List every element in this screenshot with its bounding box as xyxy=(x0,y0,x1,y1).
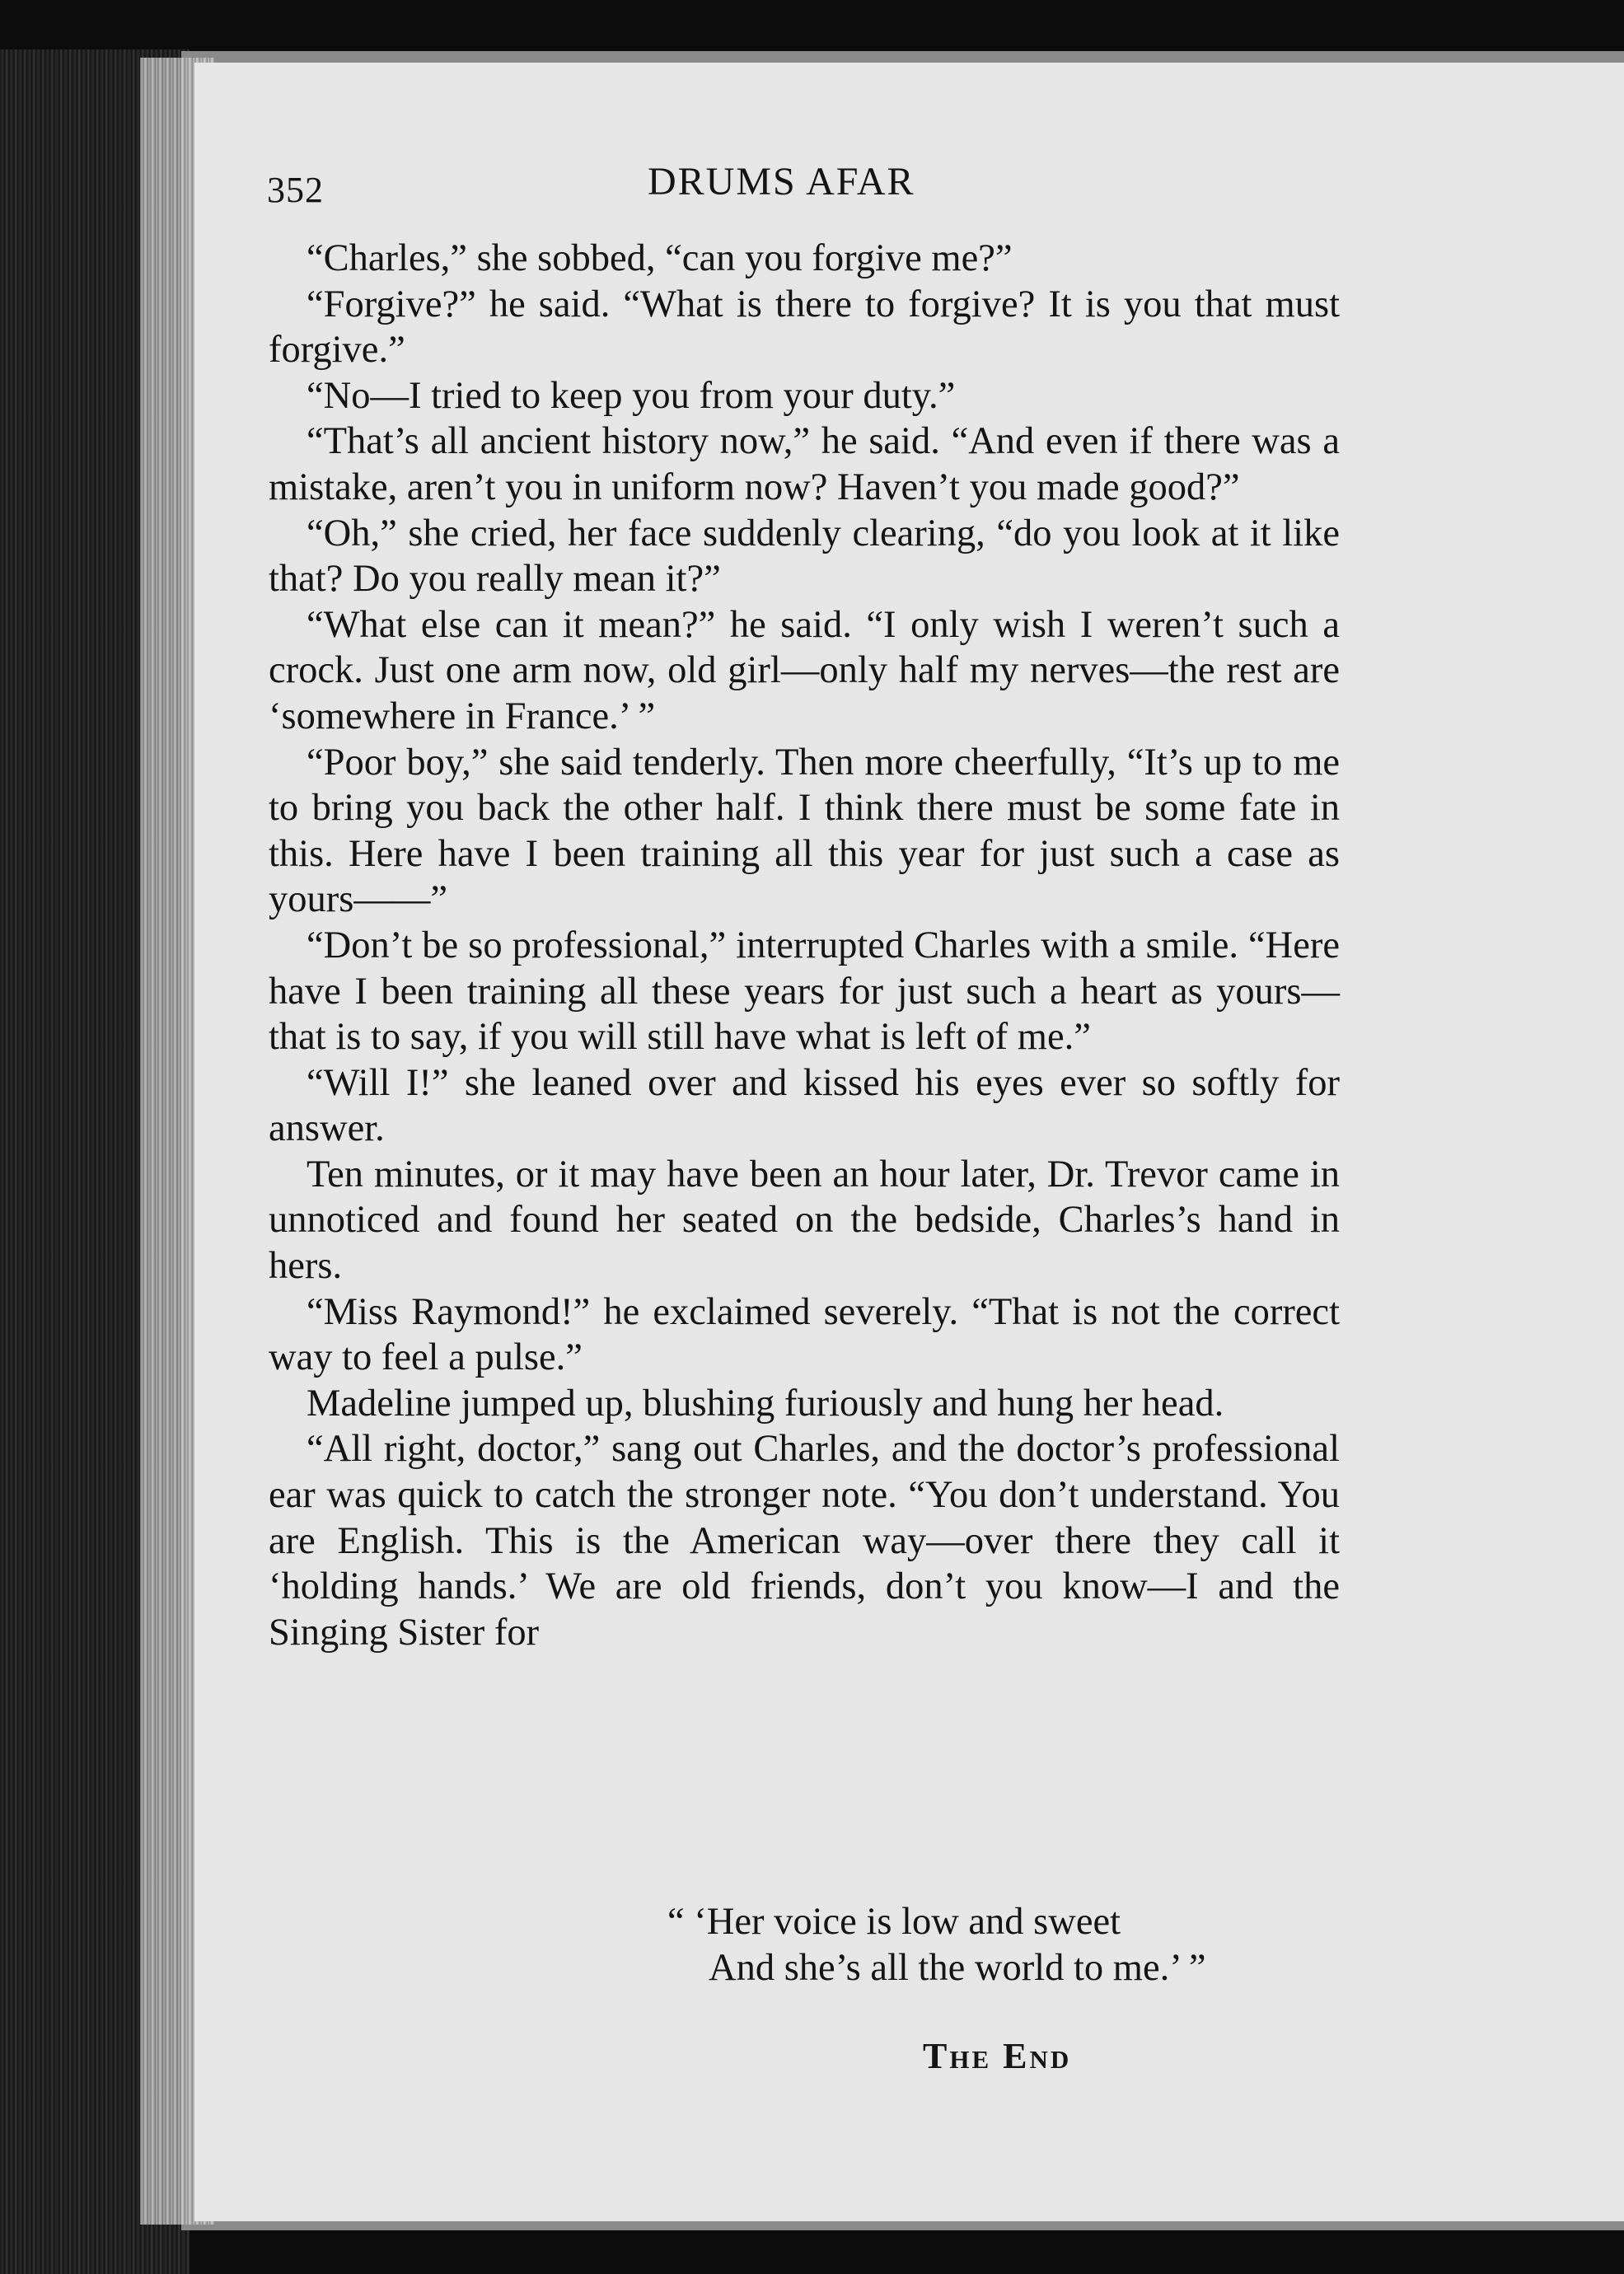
paragraph: “Forgive?” he said. “What is there to forgive? It is you that must forgive.” xyxy=(269,283,1340,372)
paragraph: “Will I!” she leaned over and kissed his eyes ever so softly for answer. xyxy=(269,1061,1340,1150)
paragraph: “That’s all ancient history now,” he said. “And even if there was a mistake, aren’t you in uniform now? Haven’t you made good?” xyxy=(269,420,1340,508)
paragraph: “Poor boy,” she said tenderly. Then more cheerfully, “It’s up to me to bring you back the other half. I think there must be some fate in this. Here have I been training all this year for just such a case as yours——” xyxy=(269,741,1340,921)
paragraph: “All right, doctor,” sang out Charles, and the doctor’s professional ear was quick to catch the stronger note. “You don’t understand. You are English. This is the American way—over there they call it ‘holding hands.’ We are old friends, don’t you know—I and the Singing Sister for xyxy=(269,1428,1340,1654)
verse-quote xyxy=(667,1899,1491,1991)
page-number: 352 xyxy=(267,170,324,210)
the-end-label: The End xyxy=(923,2036,1072,2076)
body-text xyxy=(269,236,1340,1655)
page-header xyxy=(0,152,1624,227)
verse-line: “ ‘Her voice is low and sweet xyxy=(667,1901,1121,1943)
verse-line: And she’s all the world to me.’ ” xyxy=(709,1946,1206,1989)
paragraph: “Miss Raymond!” he exclaimed severely. “That is not the correct way to feel a pulse.” xyxy=(269,1290,1340,1379)
paragraph: “No—I tried to keep you from your duty.” xyxy=(307,374,956,417)
running-title: DRUMS AFAR xyxy=(648,160,915,204)
paragraph: “Charles,” she sobbed, “can you forgive me?” xyxy=(307,237,1013,279)
paragraph: Madeline jumped up, blushing furiously and hung her head. xyxy=(307,1382,1224,1425)
paragraph: “Oh,” she cried, her face suddenly clearing, “do you look at it like that? Do you really mean it?” xyxy=(269,512,1340,601)
paragraph: “What else can it mean?” he said. “I only wish I weren’t such a crock. Just one arm now, old girl—only half my nerves—the rest are ‘somewhere in France.’ ” xyxy=(269,603,1340,737)
paragraph: “Don’t be so professional,” interrupted Charles with a smile. “Here have I been training all these years for just such a heart as yours—that is to say, if you will still have what is left of me.” xyxy=(269,924,1340,1059)
paragraph: Ten minutes, or it may have been an hour later, Dr. Trevor came in unnoticed and found her seated on the bedside, Charles’s hand in hers. xyxy=(269,1153,1340,1288)
